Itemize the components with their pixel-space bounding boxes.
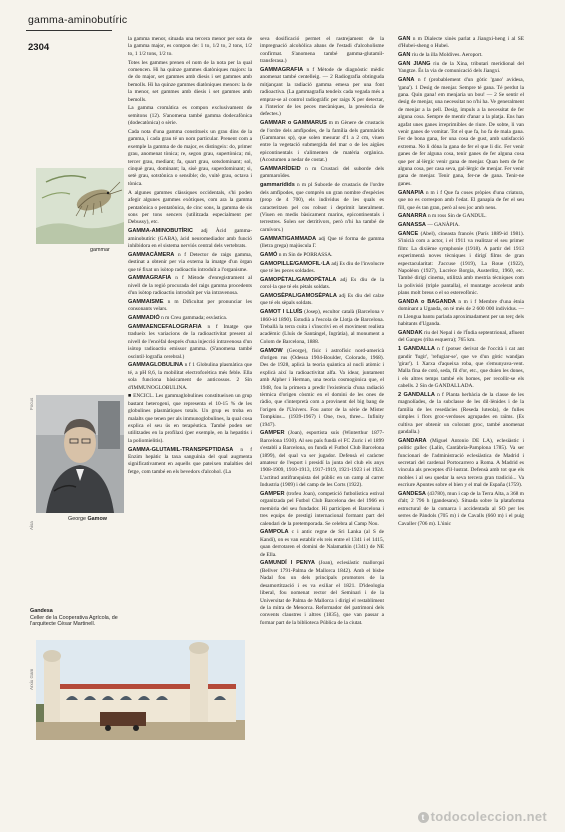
- entry-headword: GAMOPILLE/GAMOFIL·LA: [260, 260, 330, 267]
- entry-definition: la gamma menor, situada una tercera menor per sota de la gamma major, es compon de: 1 to, 1/2 to, 2 tons, 1/2 to, 1 1/2 tons, 1/2 to.: [128, 36, 252, 57]
- dictionary-entry: [398, 52, 524, 59]
- entry-headword: 1 GANDALLA: [398, 346, 435, 353]
- entry-headword: GAMOW: [260, 347, 283, 354]
- entry-definition: n m i f Membre d'una ètnia dominant a Uganda, on té més de 2 600 000 individus. — m Llengua bantu parlada aproximadament per un terç dels habitants d'Uganda.: [398, 298, 524, 328]
- entry-headword: GAMOT I LLUÍS: [260, 309, 303, 316]
- entry-definition: c i antic regne de Sri Lanka (al S de Kandi), on es van establir els reis entre el 1341 i el 1415, quan derrotaren el domini de Nalamatkin (1341) de NE de Ella.: [260, 529, 384, 558]
- entry-headword: GAMÓ: [260, 251, 278, 258]
- entry-definition: riu de la Xina, tributari meridional del Yangtze. És la via de comunicació dels Jiangxi.: [398, 61, 524, 75]
- dictionary-entry: [128, 447, 252, 477]
- entry-definition: n f Mètode d'enregistrament al nivell de la regió procurada del raigs gamma procedents d'un isòtop radioactiu introduït per via intravenosa.: [128, 275, 252, 297]
- entry-definition: — GANÀPIA.: [427, 222, 460, 229]
- entry-definition: n m Sin de PORRASSA.: [278, 251, 333, 258]
- dictionary-entry: [398, 231, 524, 298]
- entry-definition: (43780), mun i cap de la Terra Alta, a 368 m d'alt; 2 796 h (gandesans). Situada sobre la plataforma estructural de la comarca i accidentada al SO per les serres de Pàndols (705 m) i de Cavalls (660 m) i el puig Cavaller (706 m). L'únic: [398, 491, 524, 527]
- dictionary-entry: [128, 129, 252, 188]
- photo-credit-aisa: Aisa: [29, 521, 34, 530]
- dictionary-entry: [398, 213, 524, 220]
- dictionary-entry: [128, 299, 252, 314]
- entry-definition: (Abel), cineasta francès (París 1889-id 1981). S'inicià com a actor, i el 1911 va realitzar el seu primer film: La dixième symphonie (1918). A partir del 1913 experimentà noves tècniques i dirigí films de gran espectacularitat: J'accuse (1919), La Roue (1922), Napoléon (1927), Lucrèce Borgia, Austerlitz, 1960, etc. També dirigí cinema, utilitzà amb mestria tècniques com la polivisió (triple pantalla), el muntatge accelerat amb plans molt breus o el so estereofònic.: [398, 230, 524, 297]
- photo-credit-arxiu: Arxiu Gam: [29, 668, 34, 690]
- dictionary-entry: [398, 299, 524, 329]
- gammar-caption: gammar: [90, 247, 110, 253]
- entry-headword: GAMOPÈTAL/GAMOPÈTALA: [260, 276, 337, 283]
- entry-definition: Cada nota d'una gamma constitueix un grau dins de la gamma, i cada grau té un nom particular. Prenent com a exemple la gamma de do major, es distingeix: do, primer grau, anomenat tònica; re, segon grau, supertònica; mi, tercer grau, mediant; fa, quart grau, sotsdominant; sol, cinquè grau, dominant; la, sisè grau, superdominant; si, setè grau, sotstònica o sensible; do, vuitè grau, octava i tònica.: [128, 129, 252, 187]
- dictionary-entry: [128, 105, 252, 127]
- entry-headword: GAN: [398, 36, 411, 42]
- entry-definition: m m Gènere de crustacis de l'ordre dels amfípodes, de la família dels gammàrids (Gammarus sp), que solen mesurar d'1 a 2 cm, viuen entre la vegetació submergida del mar o de les aigües epicontinentals i s'alimenten de matèria orgànica. (Acostumen a nedar de costat.): [260, 120, 384, 164]
- entry-headword: GAMMAGLOBULINA: [128, 362, 183, 369]
- entry-headword: GANA: [398, 77, 415, 84]
- dictionary-entry: [128, 252, 252, 274]
- dictionary-entry: [128, 60, 252, 104]
- entry-definition: Totes les gammes prenen el nom de la nota per la qual comencen. Hi ha quinze gammes diatòniques majors: la de do major, set gammes amb diesis i set gammes amb bemolls. Hi ha quinze gammes diatòniques menors: la de la menor, set gammes amb diesis i set gammes amb bemolls.: [128, 59, 252, 103]
- entry-headword: GAMMAT/GAMMADA: [260, 235, 317, 242]
- dictionary-entry: [260, 261, 384, 276]
- gandesa-caption-text: Celler de la Cooperativa Agrícola, de l'arquitecte Cèsar Martinell.: [30, 614, 118, 627]
- dictionary-entry: [128, 190, 252, 227]
- entry-headword: GAMUNDÍ I PENYA: [260, 560, 315, 567]
- dictionary-entry: [128, 36, 252, 58]
- entry-definition: adj Que té forma de gamma (lletra grega) majúscula Γ.: [260, 235, 384, 249]
- entry-definition: (George), físic i astrofísic nord-americà d'origen rus (Odessa 1904-Boulder, Colorado, 1968). Des de 1928, aplicà la teoria quàntica al nucli atòmic i explicà així la radioactivitat alfa. Va idear, juntament amb Alpher i Herman, una teoria cosmogònica que, el 1948, fou la primera a predir l'existència d'una radiació tèrmica d'origen còsmic en el domini de les ones de ràdio, que s'interpretà com a provinent del big bang de l'origen de l'Univers. Fou autor de la sèrie de Mister Tompkins... (1939-1967) i One, two, three... Infinity (1947).: [260, 347, 384, 428]
- dictionary-entry: [260, 309, 384, 346]
- dictionary-entry: [398, 438, 524, 490]
- entry-definition: La gamma cromàtica es compon exclusivament de semitons (12). S'anomena també gamma dodecafònica (dodecatònica) o sèrie.: [128, 105, 252, 127]
- dictionary-entry: [128, 275, 252, 297]
- gamow-caption-bold: Gamow: [87, 516, 107, 522]
- dictionary-entry: [398, 392, 524, 436]
- entry-definition: n m pl Suborde de crustacis de l'ordre dels amfípodes, que comprèn un gran nombre d'espècies (prop de 4 700), els individus de les quals es caracteritzen pel cos robust i deprimit lateralment. (Viuen en medis bàsicament marins, epicontinentals i terrestres. Solen ser detritívors, però n'hi ha també de carnívors.): [260, 182, 384, 233]
- entry-definition: n f Imatge que tradueix les variacions de la radioactivitat present al nivell de l'encèfal després d'una injecció intravenosa d'un isòtop radioactiu emissor gamma. (S'anomena també oscintil·lografia cerebral.): [128, 323, 252, 360]
- dictionary-entry: [398, 61, 524, 76]
- text-column-3: [398, 36, 524, 806]
- entry-headword: GAN JIANG: [398, 61, 431, 67]
- dictionary-entry: [260, 182, 384, 234]
- photo-credit-focus: Focus: [29, 397, 34, 410]
- entry-definition: riu de la illa Moldives. Aeroport.: [411, 52, 483, 59]
- dictionary-entry: [260, 236, 384, 251]
- entry-definition: n f (probablement d'un gòtic 'gano' avidesa, 'gana'). 1 Desig de menjar. Sempre té gana. Té perdut la gana. Quin gana! em menjaria un bou! — 2 Se sentir el desig de menjar, una necessitat no n'hi ha. Ve generalment de menjar a la pell. Desig, impuls a la necessitat de fer alguna cosa. Sempre de mentir d'anar a la platja. Ens han agafat unes ganes irreprimibles de riure. De sobte, li van venir ganes de vomitar. Tot el que fa, ho fa de mala gana. Fer de bona gana, fer una cosa de gust, amb satisfacció extrema. No li dóna la gana de fer el que li dic. Fer venir ganes de fer alguna cosa, tenir ganes de fer alguna cosa que per al·lèrgic venir gana de menjar. Quan hem de fer alguna cosa, per casa seva, gal·lèrgic de menjar. Fer venir gana de menjar. Tenir gana, fer-ne de gana. Tenir-ne ganes.: [398, 77, 524, 187]
- watermark-logo-icon: t: [418, 812, 429, 823]
- gandesa-caption: [30, 608, 124, 628]
- dictionary-entry: [260, 491, 384, 528]
- entry-definition: A algunes gammes clàssiques occidentals, s'hi poden afegir algunes gammes exòtiques, com ara la gamma pentatònica o pentatònica, de cinc sons, la gamma de sis sons per tons sencers (utilitzada especialment per Debussy), etc.: [128, 189, 252, 226]
- entry-definition: adj Es diu de l'involucre que té les peces soldades.: [260, 260, 384, 274]
- entry-definition: (Josep), escultor català (Barcelona v 1860-id 1890). Estudià a l'escola de Llotja de Barcelona. Treballà la terra cuita i s'inscriví en el moviment realista acadèmic (Lluís de Santángel, Ingràtia), al monument a Colom de Barcelona, 1888.: [260, 309, 384, 345]
- dictionary-entry: [128, 362, 252, 392]
- entry-definition: (Joan), eclesiàstic mallorquí (Bellver 1791-Palma de Mallorca 1842). Amb el bisbe Nadal fou un dels principals promotors de la desamortització i es va exiliar el 1821. D'ideologia liberal, fou nomenat rector del Seminari i de la Universitat de Palma de Mallorca i dirigí el restabliment de la mitra de Menorca. Reformador del patrimoni dels convents claustres i altres (1835), que van passar a formar part de la biblioteca Pública de la ciutat.: [260, 560, 384, 626]
- gamow-caption-name: George: [68, 516, 88, 522]
- dictionary-entry: [260, 277, 384, 292]
- entry-headword: GANASSA: [398, 222, 426, 229]
- entry-definition: n m ross Sin de GANDUL.: [427, 213, 487, 220]
- entry-headword: GAMMAISME: [128, 298, 164, 305]
- entry-headword: GAMMAR o GAMMARUS: [260, 120, 327, 127]
- entry-definition: n f Enzim hepàtic la taxa sanguínia del qual augmenta significativament en aquells que pateixen malalties del fetge, com també en els bevedors d'alcohol. (La: [128, 446, 252, 475]
- dictionary-entry: [398, 491, 524, 528]
- dictionary-entry: [398, 222, 524, 229]
- entry-definition: n m Dialecte xinès parlat a Jiangxi-heng i al SE d'Hubei-sheng o Hubei.: [398, 36, 524, 50]
- entry-headword: GAMPOLA: [260, 529, 289, 536]
- entry-definition: n m Crustaci del suborde dels gammaroïdes.: [260, 166, 384, 180]
- dictionary-entry: [260, 430, 384, 489]
- entry-definition: adj Es diu del calze que té els sèpals soldats.: [260, 292, 384, 307]
- entry-definition: adj Àcid gamma-aminobutíric (GABA), àcid neuromediador amb funció inhibidora en el sistema nerviós central dels vertebrats.: [128, 228, 252, 249]
- entry-headword: GANAPIA: [398, 189, 424, 196]
- entry-headword: GANDESA: [398, 491, 426, 498]
- entry-headword: GAMMA-GLUTAMIL-TRANSPEPTIDASA: [128, 446, 234, 453]
- gandesa-caption-title: Gandesa: [30, 608, 53, 614]
- dictionary-entry: [398, 346, 524, 390]
- entry-headword: GAMMAGRAFIA: [128, 275, 172, 282]
- dictionary-entry: [260, 560, 384, 627]
- entry-definition: adj Es diu de la corol·la que té els pètals soldats.: [260, 276, 384, 291]
- entry-headword: gammarídids: [260, 182, 295, 189]
- text-column-2: [260, 36, 384, 806]
- entry-definition: n f 1 Globulina plasmàtica que té, a pH 8,6, la mobilitat electroforètica més feble. Ella sola funciona bàsicament de anticossos. 2 Sin d'IMMUNOGLOBULINA.: [128, 362, 252, 391]
- dictionary-entry: [128, 324, 252, 361]
- dictionary-entry: [128, 393, 252, 445]
- entry-headword: GANARRA: [398, 213, 427, 220]
- entry-definition: (trofeu Joan), competició futbolística estival organitzada pel Futbol Club Barcelona des del 1966 en memòria del seu fundador. Hi participen el Barcelona i tres equips de prestigi internacional formant part del calendari de la pretemporada. Se celebra al Camp Nou.: [260, 491, 384, 527]
- dictionary-entry: [260, 529, 384, 559]
- entry-headword: GAMMA-AMINOBUTÍRIC: [128, 228, 193, 235]
- gamow-caption: [68, 516, 107, 523]
- entry-headword: GAMMAENCEFALOGRAFIA: [128, 323, 202, 330]
- dictionary-entry: [260, 120, 384, 164]
- gammar-photo: [36, 168, 124, 244]
- text-column-1: [128, 36, 252, 806]
- dictionary-entry: [128, 228, 252, 250]
- entry-definition: n f Planta herbàcia de la classe de les magnolíades, de la subclasse de les dil·lènides i de la família de les resedàcies (Reseda luteola), de fulles simples i flors groc-verdoses agrupades en raïms. (Es cultiva per obtenir un colorant groc, també anomenat gandalla.): [398, 391, 524, 436]
- page-number: 2304: [28, 42, 50, 53]
- entry-headword: GAMPER: [260, 491, 285, 498]
- entry-headword: GAMOSÈPAL/GAMOSÈPALA: [260, 292, 337, 299]
- entry-headword: GAMMACÀMERA: [128, 251, 175, 258]
- entry-headword: GANCE: [398, 230, 419, 237]
- entry-definition: n f Mètode de diagnòstic mèdic anomenat també centelleig. — 2 Radiografia obtinguda mitjançant la radiació gamma emesa per una font radioactiva. (La gammagrafia tendeix cada vegada més a emprar-se al control radiogràfic per raigs X per detectar, a l'interior de les peces mecàniques, la presència de defectes.): [260, 67, 384, 118]
- dictionary-entry: [260, 348, 384, 429]
- header-rule: [26, 30, 112, 31]
- entry-headword: 2 GANDALLA: [398, 391, 435, 398]
- entry-headword: GAMMADIÓ: [128, 315, 160, 322]
- entry-definition: (Miguel Antonio DE LA), eclesiàstic i polític gallec (Lalín, Cantàbria-Pamplona 1785). Va ser funcionari de l'administració eclesiàstica de Madrid i secretari del cardenal Portocarrero a Roma. A Madrid es vincula als preceptes d'il·lustrat. Defensà amb tot que els mobles i al seu quedar la seva tercera gran tradició... Va escriure Apuntes sobre el bien y el mal de España (1759).: [398, 437, 524, 489]
- entry-definition: n f (potser derivat de l'occità i cat ant gandir 'fugir', 'refugiar-se', que ve d'un gòtic wandjan 'girar'). 1 Xarxa d'aqueixa roba, que s'emunyava-vent. Malla fina de cotó, seda, fil d'or, etc., que duien les dones, i els altres temps també els homes, per recollir-se els cabells. 2 Sin de GANDALLADA.: [398, 346, 524, 390]
- dictionary-entry: [260, 252, 384, 259]
- dictionary-entry: [398, 36, 524, 51]
- watermark: [418, 809, 547, 824]
- entry-headword: GANDAK: [398, 329, 423, 336]
- dictionary-entry: [398, 77, 524, 188]
- watermark-text: todocoleccion.net: [430, 809, 547, 824]
- dictionary-entry: [398, 330, 524, 345]
- entry-headword: GANDA o BAGANDA: [398, 298, 456, 305]
- gammar-illustration: [36, 168, 124, 244]
- entry-headword: GAMPER: [260, 430, 285, 437]
- entry-definition: (Joan), esportista suís (Winterthur 1877-Barcelona 1930). Al seu país fundà el FC Zuric i el 1899 s'establí a Barcelona, on fundà el Futbol Club Barcelona (1899), del qual va ser jugador. Defensà el caràcter amateur de l'esport i presidí la junta del club els anys 1908-1909, 1910-1913, 1917-1919, 1921-1923 i el 1924. L'actitud antifranquista del públic en un camp al carrer Industria (1909) i del camp de les Corts (1922).: [260, 430, 384, 489]
- entry-definition: n m Dificultat per pronunciar les consonants velars.: [128, 298, 252, 313]
- entry-definition: seva dosificació permet el rastrejament de la impregnació alcohòlica abans de l'estadi d'alcoholisme confirmat. S'anomena també gamma-glutamil-transferasa.): [260, 36, 384, 65]
- gamow-portrait: [36, 395, 124, 513]
- dictionary-entry: [260, 293, 384, 308]
- entry-definition: n m i f Que fa coses pròpies d'una criatura, que no es correspon amb l'edat. El ganapia de fer el seu fill, que és tan gran, però al seu joc amb nens.: [398, 189, 524, 211]
- dictionary-entry: [128, 315, 252, 322]
- dictionary-entry: [260, 36, 384, 66]
- entry-headword: GAMMARÍDEID: [260, 166, 301, 173]
- entry-headword: GAN: [398, 52, 411, 59]
- entry-definition: ■ ENCICL. Les gammaglobulines constitueixen un grup bastant heterogeni, que representa el 10-15 % de les globulines plasmàtiques totals. Un grup es troba en malalts que tenen per als immunoglobulines, la qual cosa explica el seu ús en terapèutica. També poden ser utilitzades en la profilaxi (per exemple, en la hepatitis i la poliomielitis).: [128, 393, 252, 444]
- dictionary-entry: [260, 67, 384, 119]
- running-head: gamma-aminobutíric: [28, 14, 128, 26]
- entry-headword: GANDARA: [398, 437, 427, 444]
- entry-headword: GAMMAGRAFIA: [260, 67, 304, 74]
- dictionary-entry: [398, 190, 524, 212]
- gamow-photo: [36, 395, 124, 513]
- dictionary-entry: [260, 166, 384, 181]
- entry-definition: riu del Nepal i de l'Índia septentrional, afluent del Ganges (riba esquerra); 765 km.: [398, 329, 524, 344]
- entry-definition: n f Detector de raigs gamma, destinat a obtenir per via externa la imatge d'un òrgan que té fixat un isòtop radioactiu introduït a l'organisme.: [128, 251, 252, 273]
- entry-definition: n m Creu gammada; esvàstica.: [161, 315, 228, 322]
